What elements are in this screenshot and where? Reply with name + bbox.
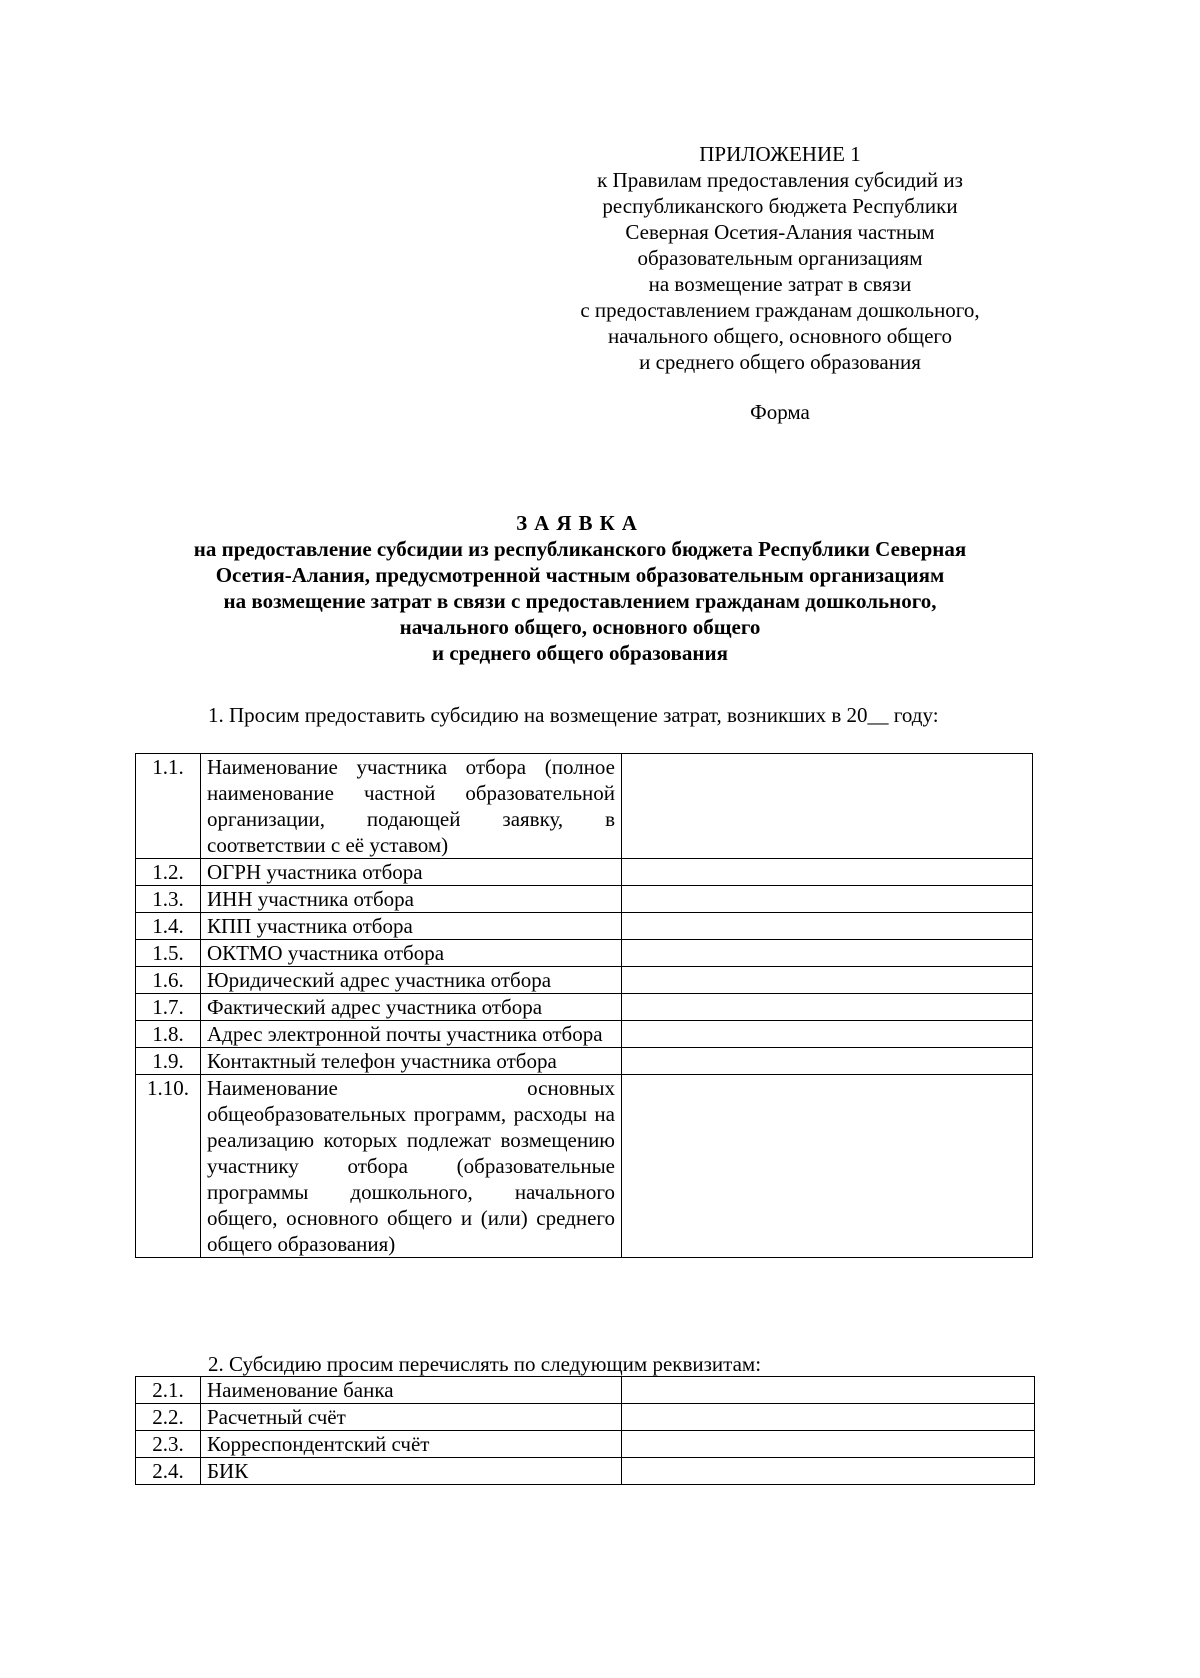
row-value-cell[interactable]	[622, 886, 1033, 913]
row-label: Расчетный счёт	[201, 1404, 622, 1431]
row-label: ОКТМО участника отбора	[201, 940, 622, 967]
row-value-cell[interactable]	[622, 913, 1033, 940]
table-row	[136, 1377, 1035, 1404]
table-row	[136, 1021, 1033, 1048]
appendix-line: начального общего, основного общего	[607, 324, 953, 348]
appendix-title: ПРИЛОЖЕНИЕ 1	[699, 142, 861, 166]
heading-line: на предоставление субсидии из республиканского бюджета Республики Северная	[193, 537, 967, 561]
appendix-line: республиканского бюджета Республики	[602, 194, 958, 218]
row-value-cell[interactable]	[622, 1075, 1033, 1258]
section1-intro: 1. Просим предоставить субсидию на возмещение затрат, возникших в 20__ году:	[208, 703, 939, 727]
row-number: 1.2.	[136, 859, 201, 886]
row-label: КПП участника отбора	[201, 913, 622, 940]
table-row	[136, 940, 1033, 967]
row-value-cell[interactable]	[622, 1458, 1035, 1485]
row-label: ИНН участника отбора	[201, 886, 622, 913]
row-value-cell[interactable]	[622, 1377, 1035, 1404]
row-value-cell[interactable]	[622, 1048, 1033, 1075]
appendix-line: и среднего общего образования	[639, 350, 921, 374]
row-label: БИК	[201, 1458, 622, 1485]
row-label: Наименование основных общеобразовательных программ, расходы на реализацию которых подлежат возмещению участнику отбора (образовательные программы дошкольного, начального общего, основного общего и (или) среднего общего образования)	[201, 1075, 622, 1258]
row-number: 2.1.	[136, 1377, 201, 1404]
row-number: 1.1.	[136, 754, 201, 859]
row-value-cell[interactable]	[622, 967, 1033, 994]
row-label: Контактный телефон участника отбора	[201, 1048, 622, 1075]
table-row	[136, 1458, 1035, 1485]
appendix-block	[560, 141, 1000, 425]
row-number: 1.3.	[136, 886, 201, 913]
appendix-line: на возмещение затрат в связи	[648, 272, 912, 296]
row-number: 1.9.	[136, 1048, 201, 1075]
application-heading	[130, 510, 1030, 666]
row-number: 1.4.	[136, 913, 201, 940]
table-row	[136, 754, 1033, 859]
table-row	[136, 1048, 1033, 1075]
row-number: 1.7.	[136, 994, 201, 1021]
section2-intro: 2. Субсидию просим перечислять по следующим реквизитам:	[208, 1352, 762, 1376]
row-number: 2.4.	[136, 1458, 201, 1485]
row-number: 1.5.	[136, 940, 201, 967]
row-number: 1.10.	[136, 1075, 201, 1258]
row-label: Корреспондентский счёт	[201, 1431, 622, 1458]
heading-line: на возмещение затрат в связи с предоставлением гражданам дошкольного,	[223, 589, 937, 613]
row-label: Юридический адрес участника отбора	[201, 967, 622, 994]
row-label: Адрес электронной почты участника отбора	[201, 1021, 622, 1048]
row-number: 1.6.	[136, 967, 201, 994]
table-row	[136, 913, 1033, 940]
table-row	[136, 1075, 1033, 1258]
heading-line: Осетия-Алания, предусмотренной частным образовательным организациям	[215, 563, 945, 587]
row-label: ОГРН участника отбора	[201, 859, 622, 886]
row-number: 2.2.	[136, 1404, 201, 1431]
table-row	[136, 886, 1033, 913]
appendix-line: к Правилам предоставления субсидий из	[597, 168, 963, 192]
row-label: Фактический адрес участника отбора	[201, 994, 622, 1021]
table-row	[136, 994, 1033, 1021]
row-value-cell[interactable]	[622, 940, 1033, 967]
table-row	[136, 967, 1033, 994]
bank-details-table	[135, 1376, 1035, 1485]
row-value-cell[interactable]	[622, 1021, 1033, 1048]
table-row	[136, 1431, 1035, 1458]
heading-line: начального общего, основного общего	[399, 615, 761, 639]
row-value-cell[interactable]	[622, 754, 1033, 859]
appendix-line: образовательным организациям	[637, 246, 923, 270]
row-label: Наименование участника отбора (полное наименование частной образовательной организации, подающей заявку, в соответствии с её уставом)	[201, 754, 622, 859]
row-value-cell[interactable]	[622, 994, 1033, 1021]
heading-title: ЗАЯВКА	[516, 511, 644, 535]
appendix-line: с предоставлением гражданам дошкольного,	[580, 298, 980, 322]
row-value-cell[interactable]	[622, 1404, 1035, 1431]
table-row	[136, 1404, 1035, 1431]
participant-info-table	[135, 753, 1033, 1258]
row-value-cell[interactable]	[622, 859, 1033, 886]
row-number: 1.8.	[136, 1021, 201, 1048]
form-label: Форма	[750, 400, 810, 424]
heading-line: и среднего общего образования	[432, 641, 728, 665]
row-value-cell[interactable]	[622, 1431, 1035, 1458]
table-row	[136, 859, 1033, 886]
row-label: Наименование банка	[201, 1377, 622, 1404]
appendix-line: Северная Осетия-Алания частным	[625, 220, 935, 244]
row-number: 2.3.	[136, 1431, 201, 1458]
